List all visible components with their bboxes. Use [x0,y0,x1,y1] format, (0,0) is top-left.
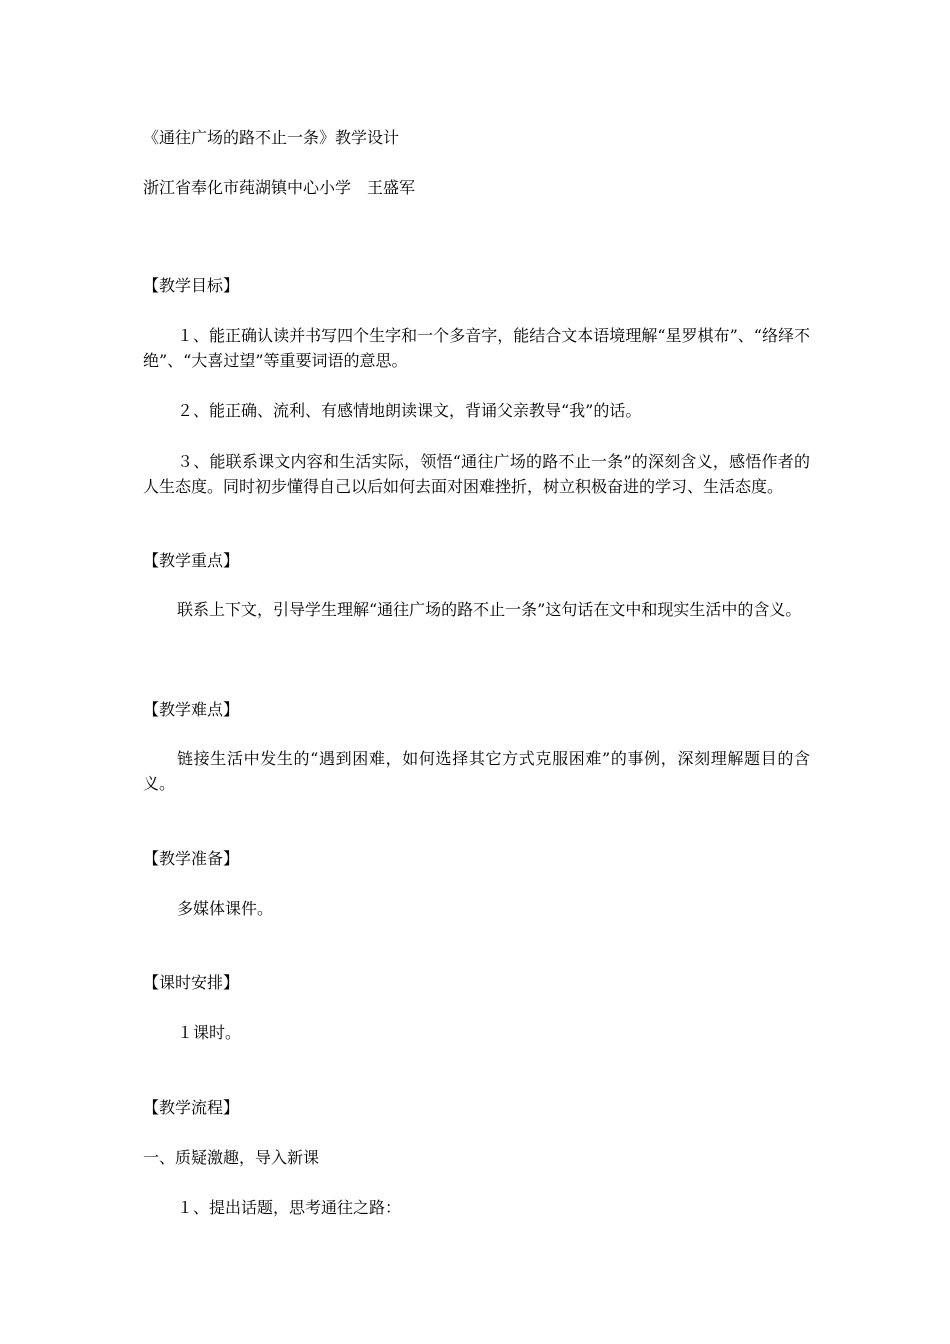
document-title: 《通往广场的路不止一条》教学设计 [143,128,400,147]
process-substep-1: １、提出话题，思考通往之路： [177,1198,402,1217]
difficulty-heading: 【教学难点】 [143,700,240,719]
schedule-heading: 【课时安排】 [143,973,240,992]
process-step-1: 一、质疑激趣，导入新课 [143,1148,320,1167]
preparation-heading: 【教学准备】 [143,849,240,868]
difficulty-text: 链接生活中发生的“遇到困难，如何选择其它方式克服困难”的事例，深刻理解题目的含义。 [143,749,810,793]
preparation-text: 多媒体课件。 [177,899,274,918]
goal-item-3: ３、能联系课文内容和生活实际，领悟“通往广场的路不止一条”的深刻含义，感悟作者的人生态度。同时初步懂得自己以后如何去面对困难挫折，树立积极奋进的学习、生活态度。 [143,452,810,496]
author-line: 浙江省奉化市莼湖镇中心小学 王盛军 [143,178,416,197]
goal-item-1: １、能正确认读并书写四个生字和一个多音字，能结合文本语境理解“星罗棋布”、“络绎不绝”、“大喜过望”等重要词语的意思。 [143,326,810,370]
key-points-text: 联系上下文，引导学生理解“通往广场的路不止一条”这句话在文中和现实生活中的含义。 [177,600,802,619]
goals-heading: 【教学目标】 [143,276,240,295]
process-heading: 【教学流程】 [143,1098,240,1117]
goal-item-2: ２、能正确、流利、有感情地朗读课文，背诵父亲教导“我”的话。 [177,401,642,420]
schedule-text: １课时。 [177,1023,242,1042]
key-points-heading: 【教学重点】 [143,551,240,570]
